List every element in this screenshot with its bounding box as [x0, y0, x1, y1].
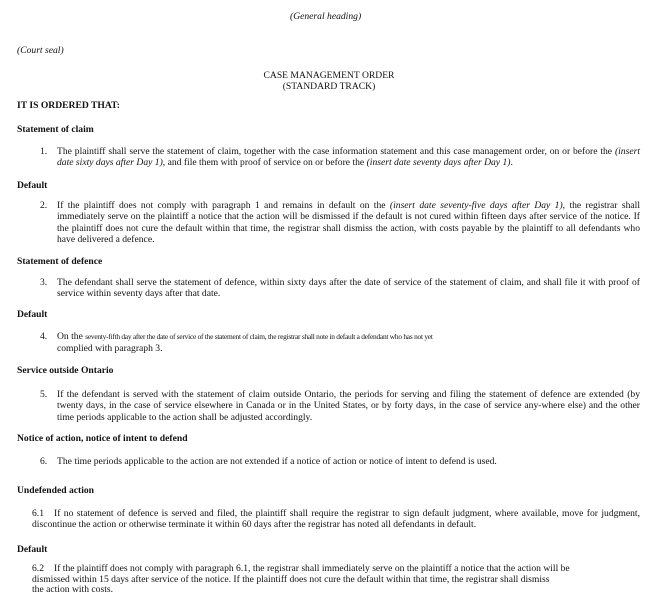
general-heading: (General heading) [290, 11, 362, 22]
section-heading-undefended-action: Undefended action [17, 485, 95, 496]
paragraph-5: If the defendant is served with the statement of claim outside Ontario, the periods for serving and filing the statement of defence are extended (by twenty days, in the case of service elsewhere in Canada or in the United States, or by forty days, in the case of service any-where else) and the other time periods applicable to the action shall be adjusted accordingly. [57, 389, 640, 423]
section-heading-statement-of-claim: Statement of claim [17, 124, 94, 135]
order-subtitle: (STANDARD TRACK) [282, 81, 376, 92]
paragraph-6: The time periods applicable to the action are not extended if a notice of action or notice of intent to defend is used. [57, 456, 497, 467]
para-number-5: 5. [40, 389, 48, 400]
para-number-6: 6. [40, 456, 48, 467]
section-heading-statement-of-defence: Statement of defence [17, 256, 103, 267]
paragraph-4-continuation: complied with paragraph 3. [57, 343, 163, 354]
court-seal: (Court seal) [17, 45, 64, 56]
paragraph-4-text-a: On the [57, 331, 86, 342]
paragraph-2 [57, 200, 640, 246]
para-number-6-2: 6.2 [32, 563, 44, 574]
section-heading-default-3: Default [17, 544, 48, 555]
paragraph-1-text-b: , and file them with proof of service on or before the [162, 157, 367, 169]
paragraph-2-text-b: , the registrar shall immediately serve on the plaintiff a notice that the action will be dismissed if the default is not cured within fifteen days after service of the notice. If the plaintiff does not cure the default within that time, the registrar shall dismiss the action, with costs payable by the plaintiff to all defendants who have delivered a defence. [57, 200, 640, 246]
paragraph-6-2-line-3: the action with costs. [32, 584, 113, 595]
para-number-1: 1. [40, 146, 48, 157]
paragraph-6-2-line-2: dismissed within 15 days after service of the notice. If the plaintiff does not cure the default within that time, the registrar shall dismiss [32, 574, 550, 585]
paragraph-1 [57, 146, 640, 169]
section-heading-notice-of-action: Notice of action, notice of intent to defend [17, 433, 188, 444]
para-number-6-1: 6.1 [32, 508, 44, 519]
paragraph-6-2-line-1: If the plaintiff does not comply with paragraph 6.1, the registrar shall immediately serve on the plaintiff a notice that the action will be [54, 563, 570, 574]
para-number-2: 2. [40, 200, 48, 211]
para-number-3: 3. [40, 277, 48, 288]
paragraph-1-text-a: The plaintiff shall serve the statement of claim, together with the case information statement and this case management order, on or before the [57, 146, 615, 157]
paragraph-1-text-c: . [510, 157, 513, 169]
ordered-heading: IT IS ORDERED THAT: [17, 100, 120, 111]
order-title: CASE MANAGEMENT ORDER [263, 70, 395, 81]
section-heading-default-2: Default [17, 309, 48, 320]
paragraph-1-date-b: (insert date seventy days after Day 1) [366, 157, 511, 169]
paragraph-2-date: (insert date seventy-five days after Day 1) [389, 200, 563, 211]
paragraph-2-text-a: If the plaintiff does not comply with paragraph 1 and remains in default on the [57, 200, 390, 211]
paragraph-4 [57, 331, 640, 342]
section-heading-service-outside-ontario: Service outside Ontario [17, 365, 114, 376]
paragraph-4-text-small: seventy-fifth day after the date of service of the statement of claim, the registrar shall note in default a defendant who has not yet [85, 332, 433, 341]
section-heading-default-1: Default [17, 180, 48, 191]
para-number-4: 4. [40, 331, 48, 342]
paragraph-3: The defendant shall serve the statement of defence, within sixty days after the date of service of the statement of claim, and shall file it with proof of service within seventy days after that date. [57, 277, 640, 300]
paragraph-1-date-a: (insert date sixty days after Day 1) [57, 146, 640, 169]
paragraph-6-1: If no statement of defence is served and filed, the plaintiff shall require the registrar to sign default judgment, where available, move for judgment, discontinue the action or otherwise terminate it within 60 days after the registrar has noted all defendants in default. [32, 508, 640, 531]
